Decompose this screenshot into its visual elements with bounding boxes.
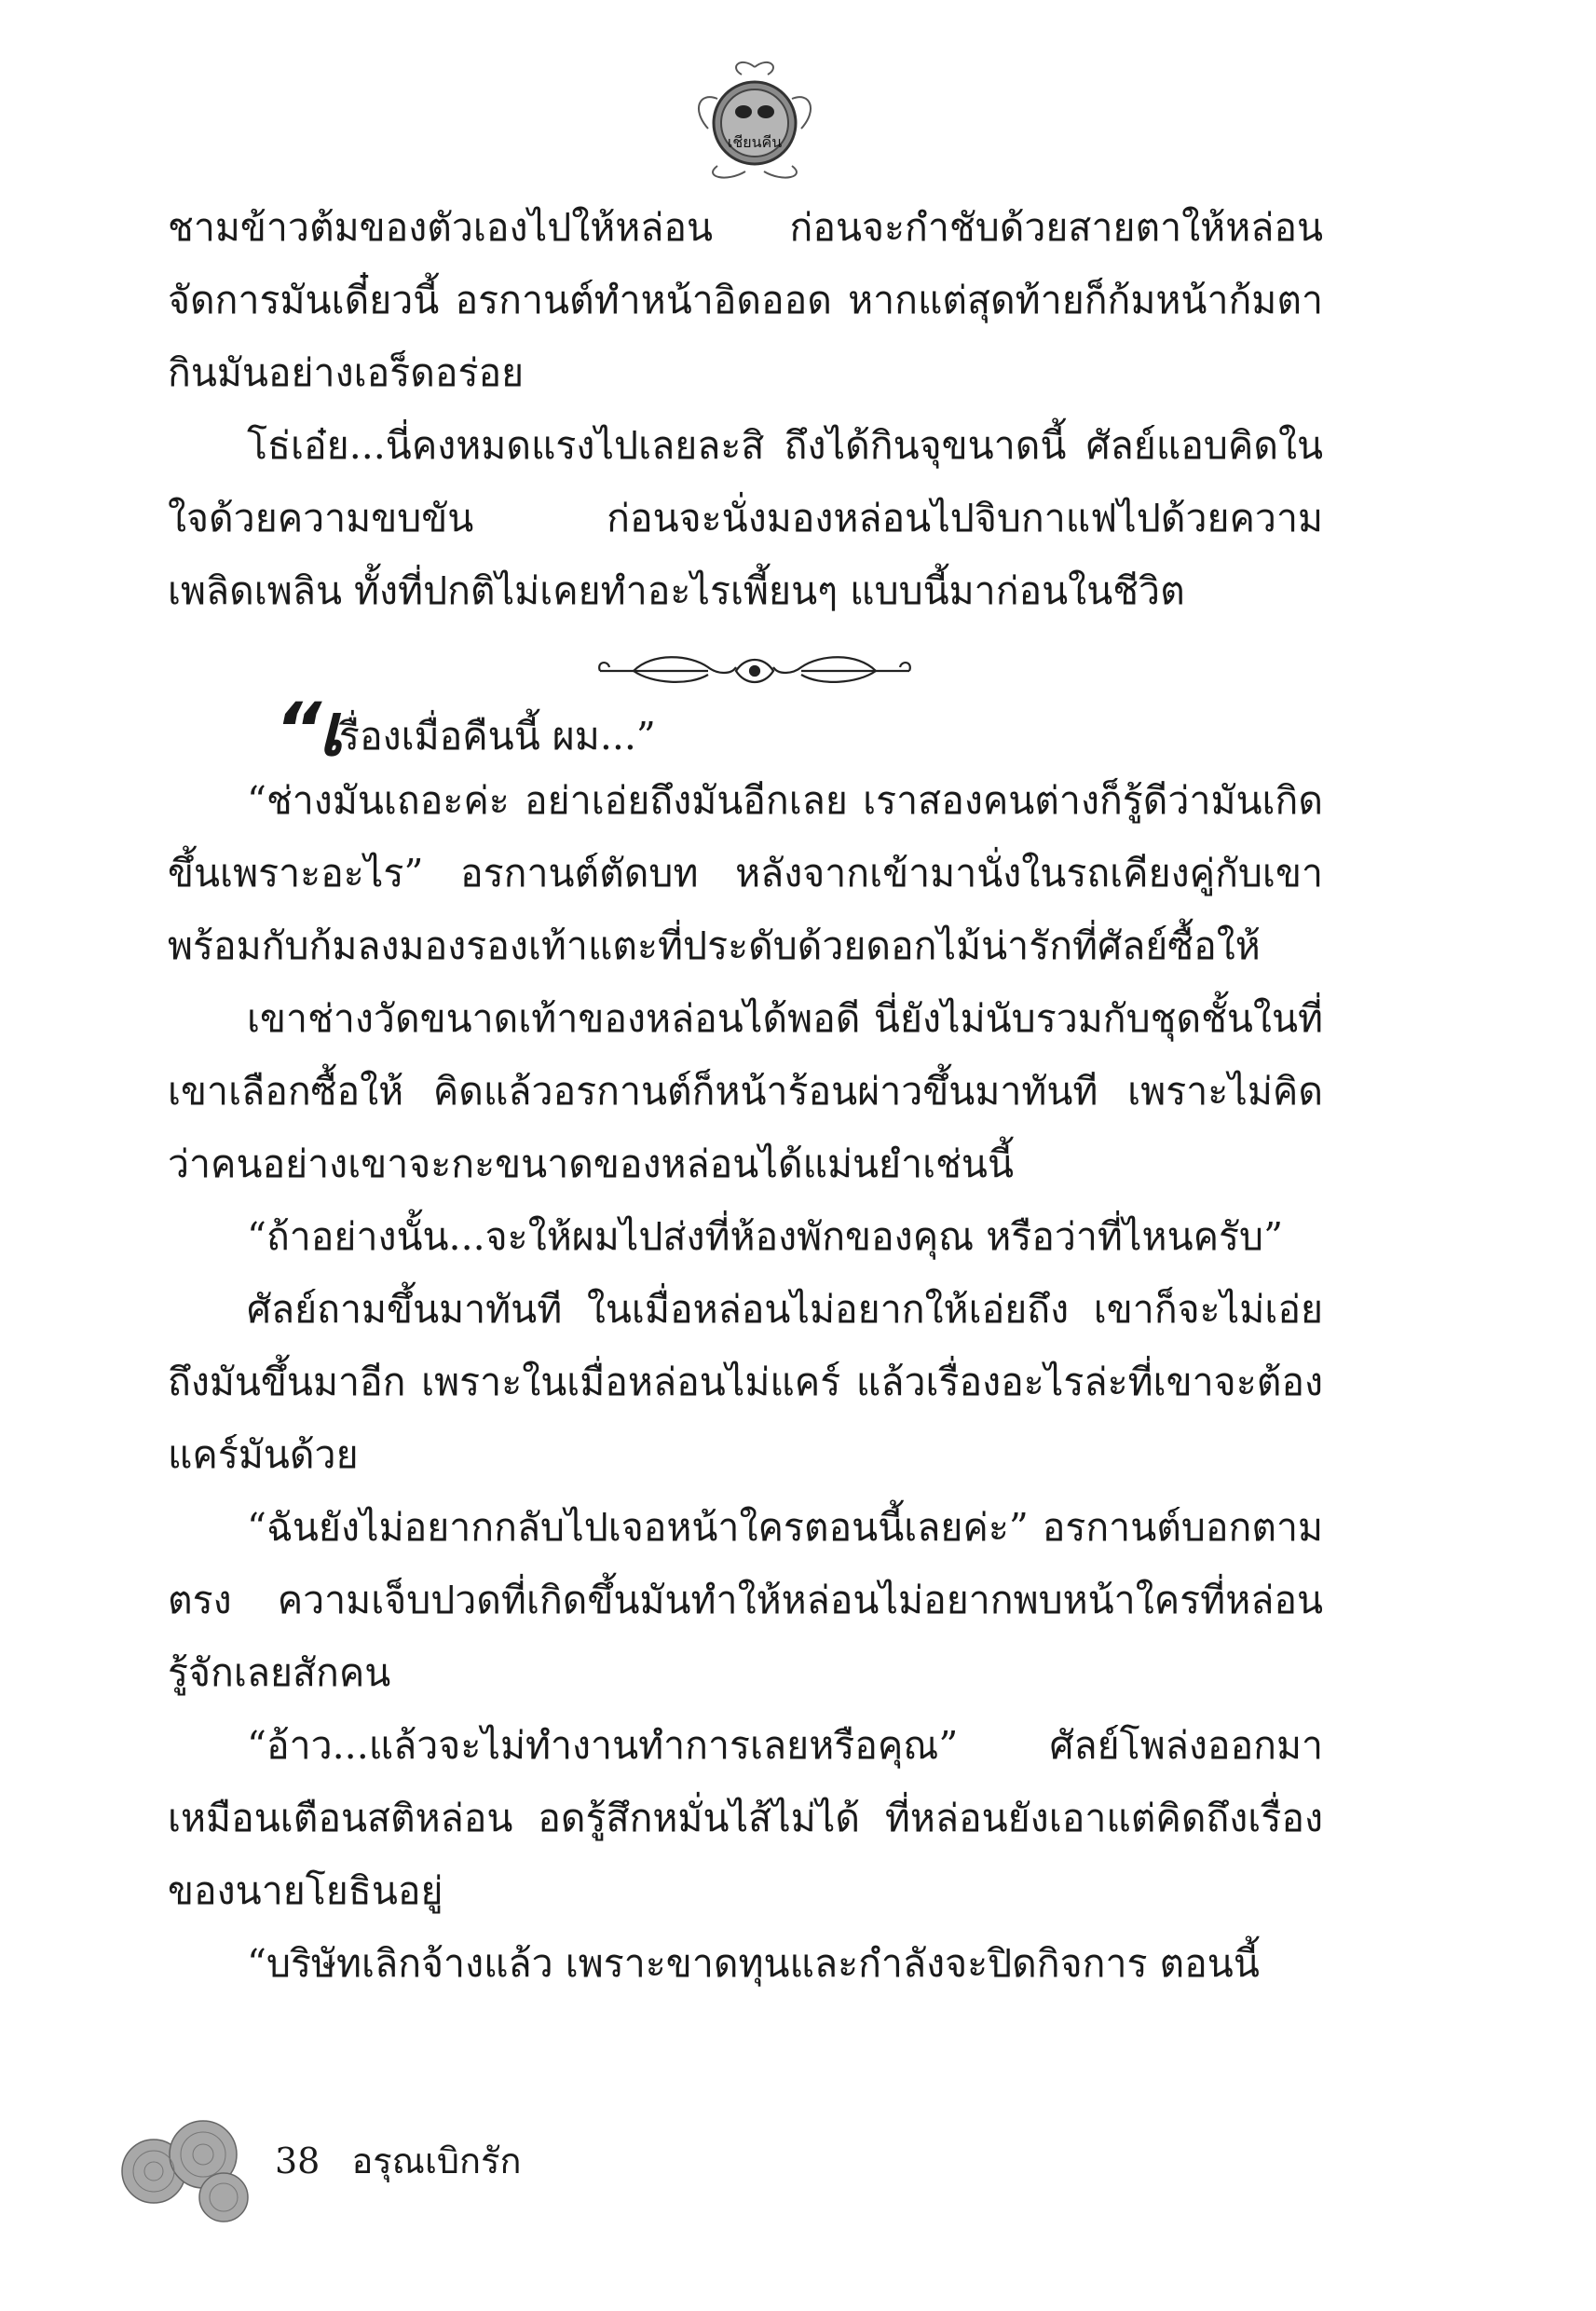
paragraph: ศัลย์ถามขึ้นมาทันที ในเมื่อหล่อนไม่อยากให้เอ่ยถึง เขาก็จะไม่เอ่ยถึงมันขึ้นมาอีก เพราะในเมื่อหล่อนไม่แคร์ แล้วเรื่องอะไรล่ะที่เขาจะต้องแคร์มันด้วย	[168, 1287, 1323, 1477]
publisher-emblem	[689, 54, 820, 185]
paragraph: “บริษัทเลิกจ้างแล้ว เพราะขาดทุนและกำลังจะปิดกิจการ ตอนนี้	[247, 1941, 1260, 1986]
paragraph: “ถ้าอย่างนั้น...จะให้ผมไปส่งที่ห้องพักของคุณ หรือว่าที่ไหนครับ”	[247, 1214, 1284, 1259]
paragraph: “ช่างมันเถอะค่ะ อย่าเอ่ยถึงมันอีกเลย เราสองคนต่างก็รู้ดีว่ามันเกิดขึ้นเพราะอะไร” อรกานต์ตัดบท หลังจากเข้ามานั่งในรถเคียงคู่กับเขา พร้อมกับก้มลงมองรองเท้าแตะที่ประดับด้วยดอกไม้น่ารักที่ศัลย์ซื้อให้	[168, 778, 1323, 968]
body-text-bottom	[168, 764, 1323, 2000]
emblem-text: เชียนคีน	[727, 133, 783, 151]
paragraph: “อ้าว...แล้วจะไม่ทำงานทำการเลยหรือคุณ” ศัลย์โพล่งออกมาเหมือนเตือนสติหล่อน อดรู้สึกหมั่นไส้ไม่ได้ ที่หล่อนยังเอาแต่คิดถึงเรื่องของนายโยธินอยู่	[168, 1723, 1323, 1913]
dropcap-quote: “	[275, 689, 319, 773]
paragraph: เขาช่างวัดขนาดเท้าของหล่อนได้พอดี นี่ยังไม่นับรวมกับชุดชั้นในที่เขาเลือกซื้อให้ คิดแล้วอรกานต์ก็หน้าร้อนผ่าวขึ้นมาทันที เพราะไม่คิดว่าคนอย่างเขาจะกะขนาดของหล่อนได้แม่นยำเช่นนี้	[168, 996, 1323, 1186]
page-footer	[275, 2132, 521, 2189]
page-number: 38	[275, 2140, 321, 2181]
ornamental-divider	[596, 643, 913, 699]
paragraph: “ฉันยังไม่อยากกลับไปเจอหน้าใครตอนนี้เลยค่ะ” อรกานต์บอกตามตรง ความเจ็บปวดที่เกิดขึ้นมันทำให้หล่อนไม่อยากพบหน้าใครที่หล่อนรู้จักเลยสักคน	[168, 1505, 1323, 1695]
book-title: อรุณเบิกรัก	[351, 2140, 522, 2181]
flower-decoration	[112, 2106, 270, 2227]
dropcap-rest: รื่องเมื่อคืนนี้ ผม...”	[338, 714, 656, 759]
chapter-dropcap-line	[275, 689, 656, 773]
dropcap-letter: เ	[318, 689, 339, 773]
paragraph: ชามข้าวต้มของตัวเองไปให้หล่อน ก่อนจะกำชับด้วยสายตาให้หล่อนจัดการมันเดี๋ยวนี้ อรกานต์ทำหน้าอิดออด หากแต่สุดท้ายก็ก้มหน้าก้มตากินมันอย่างเอร็ดอร่อย	[168, 205, 1323, 395]
paragraph: โธ่เอ๋ย...นี่คงหมดแรงไปเลยละสิ ถึงได้กินจุขนาดนี้ ศัลย์แอบคิดในใจด้วยความขบขัน ก่อนจะนั่งมองหล่อนไปจิบกาแฟไปด้วยความเพลิดเพลิน ทั้งที่ปกติไม่เคยทำอะไรเพี้ยนๆ แบบนี้มาก่อนในชีวิต	[168, 423, 1323, 613]
body-text-top	[168, 191, 1323, 627]
